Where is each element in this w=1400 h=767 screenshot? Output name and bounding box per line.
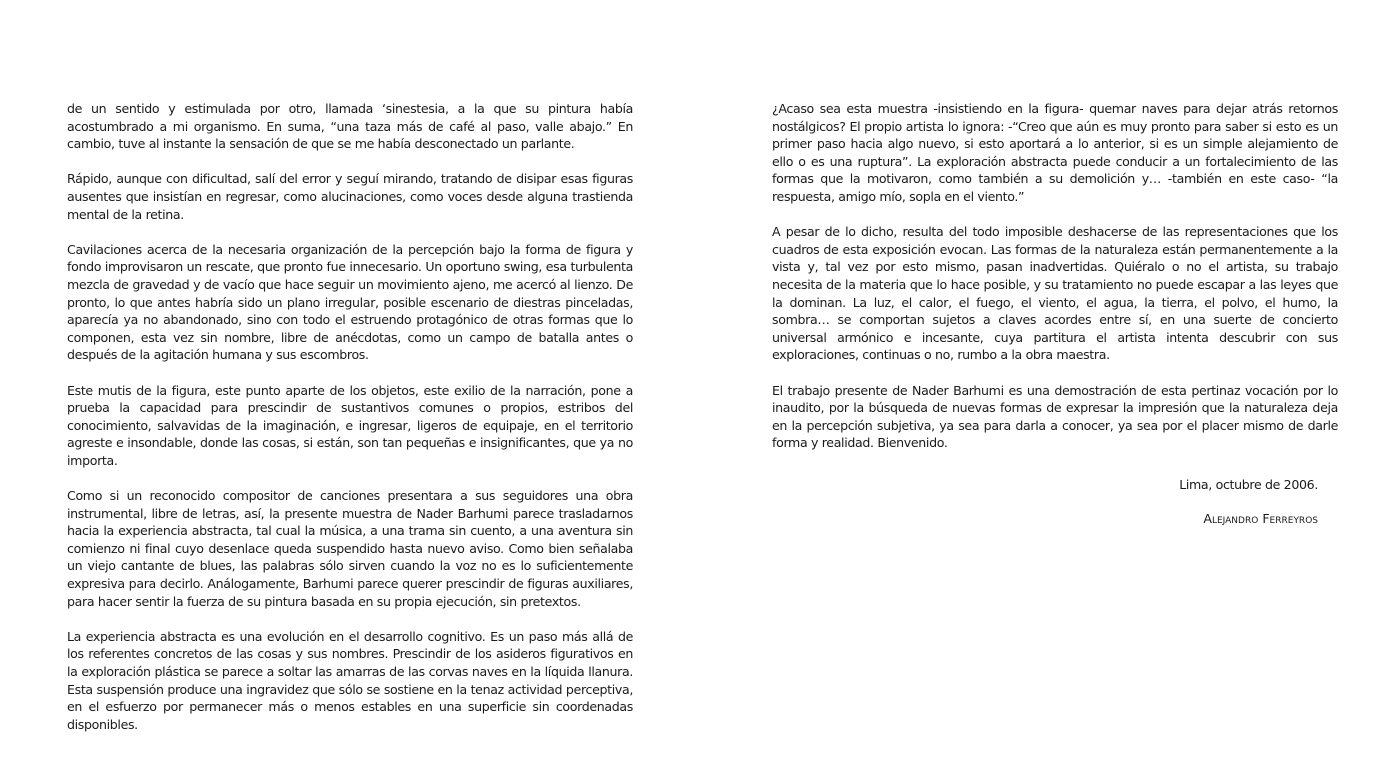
- left-paragraph-6: La experiencia abstracta es una evolución en el desarrollo cognitivo. Es un paso más allá de los referentes concretos de las cosas y sus nombres. Prescindir de los asideros figurativos en la exploración plástica se parece a soltar las amarras de las corvas naves en la líquida llanura. Esta suspensión produce una ingravidez que sólo se sostiene en la tenaz actividad perceptiva, en el esfuerzo por permanecer más o menos estables en una superficie sin coordenadas disponibles.: [67, 628, 633, 732]
- left-paragraph-1: de un sentido y estimulada por otro, llamada ‘sinestesia, a la que su pintura había acostumbrado a mi organismo. En suma, “una taza más de café al paso, valle abajo.” En cambio, tuve al instante la sensación de que se me había desconectado un parlante.: [67, 101, 633, 152]
- left-paragraph-5: Como si un reconocido compositor de canciones presentara a sus seguidores una obra instrumental, libre de letras, así, la presente muestra de Nader Barhumi parece trasladarnos hacia la experiencia abstracta, tal cual la música, a una trama sin cuento, a una aventura sin comienzo ni final cuyo desenlace queda suspendido hasta nuevo aviso. Como bien señalaba un viejo cantante de blues, las palabras sólo sirven cuando la voz no es lo suficientemente expresiva para decirlo. Análogamente, Barhumi parece querer prescindir de figuras auxiliares, para hacer sentir la fuerza de su pintura basada en su propia ejecución, sin pretextos.: [67, 488, 633, 609]
- right-paragraph-1: ¿Acaso sea esta muestra -insistiendo en la figura- quemar naves para dejar atrás retornos nostálgicos? El propio artista lo ignora: -“Creo que aún es muy pronto para saber si esto es un primer paso hacia algo nuevo, si esto aportará a lo anterior, si es un simple alejamiento de ello o es una ruptura”. La exploración abstracta puede conducir a un fortalecimiento de las formas que la motivaron, como también a su demolición y… -también en este caso- “la respuesta, amigo mío, sopla en el viento.”: [772, 101, 1338, 204]
- right-page: [772, 100, 1338, 528]
- right-paragraph-2: A pesar de lo dicho, resulta del todo imposible deshacerse de las representaciones que los cuadros de esta exposición evocan. Las formas de la naturaleza están permanentemente a la vista y, tal vez por esto mismo, pasan inadvertidas. Quiéralo o no el artista, su trabajo necesita de la materia que lo hace posible, y su tratamiento no puede escapar a las leyes que la dominan. La luz, el calor, el fuego, el viento, el agua, la tierra, el polvo, el humo, la sombra… se comportan sujetos a claves acordes entre sí, en una suerte de concierto universal armónico e incesante, cuya partitura el artista intenta descubrir con sus exploraciones, continuas o no, rumbo a la obra maestra.: [772, 224, 1338, 363]
- left-page: [67, 100, 633, 751]
- author-name: Alejandro Ferreyros: [1203, 511, 1318, 527]
- right-paragraph-3: El trabajo presente de Nader Barhumi es una demostración de esta pertinaz vocación por lo inaudito, por la búsqueda de nuevas formas de expresar la impresión que la naturaleza deja en la percepción subjetiva, ya sea para darla a conocer, ya sea por el placer mismo de darle forma y realidad. Bienvenido.: [772, 382, 1338, 451]
- place-date: Lima, octubre de 2006.: [1179, 476, 1318, 492]
- left-paragraph-2: Rápido, aunque con dificultad, salí del error y seguí mirando, tratando de disipar esas figuras ausentes que insistían en regresar, como alucinaciones, como voces desde alguna trastienda mental de la retina.: [67, 171, 633, 222]
- left-paragraph-4: Este mutis de la figura, este punto aparte de los objetos, este exilio de la narración, pone a prueba la capacidad para prescindir de sustantivos comunes o propios, estribos del conocimiento, salvavidas de la imaginación, e ingresar, ligeros de equipaje, en el territorio agreste e insondable, donde las cosas, si están, son tan pequeñas e insignificantes, que ya no importa.: [67, 382, 633, 468]
- signature-block: [772, 476, 1338, 528]
- left-paragraph-3: Cavilaciones acerca de la necesaria organización de la percepción bajo la forma de figura y fondo improvisaron un rescate, que pronto fue innecesario. Un oportuno swing, esa turbulenta mezcla de gravedad y de vacío que hace seguir un movimiento ajeno, me acercó al lienzo. De pronto, lo que antes habría sido un plano irregular, posible escenario de diestras pinceladas, aparecía ya no abandonado, sino con todo el estruendo protagónico de otras formas que lo componen, esta vez sin nombre, libre de anécdotas, como un campo de batalla antes o después de la agitación humana y sus escombros.: [67, 241, 633, 363]
